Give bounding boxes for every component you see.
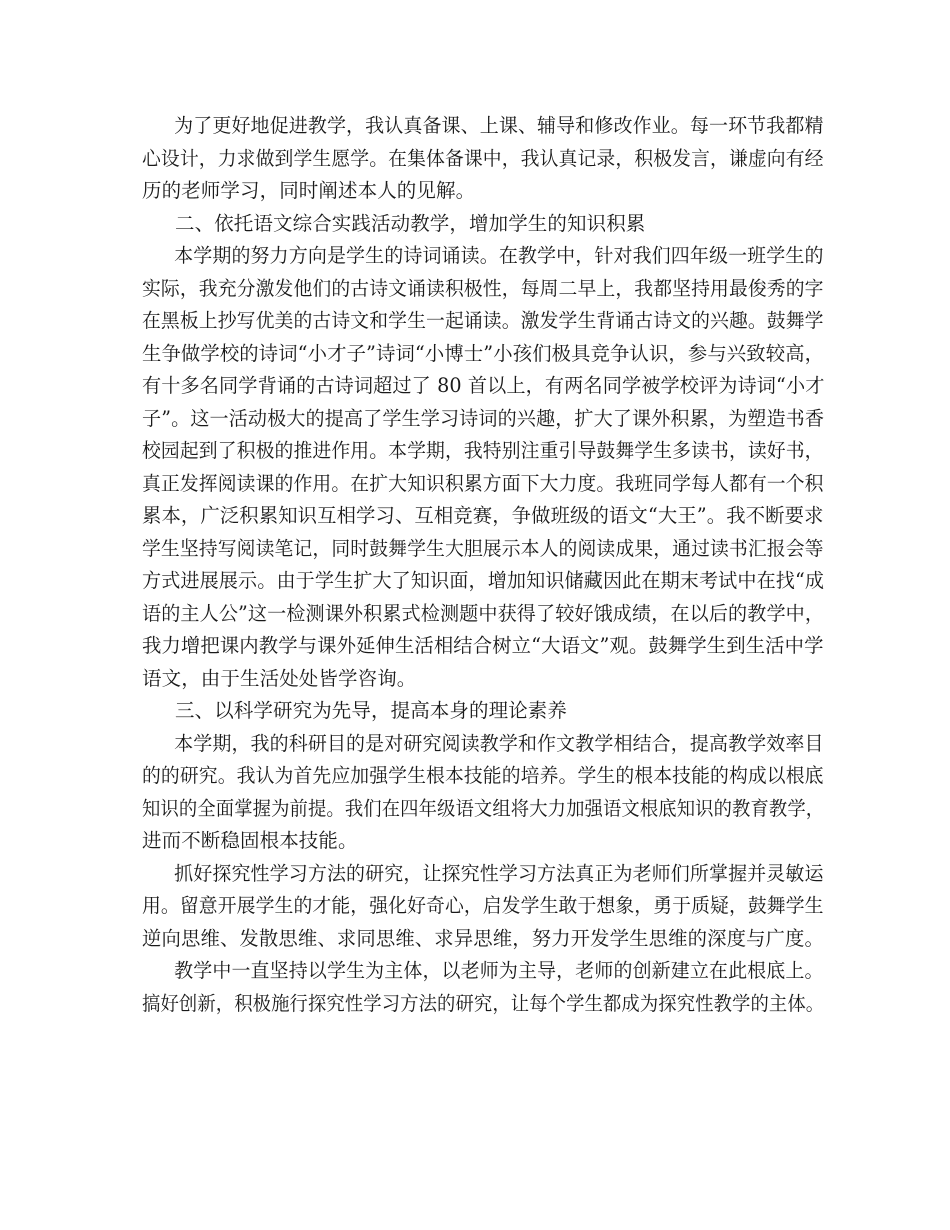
text-line: 进而不断稳固根本技能。 <box>142 829 358 852</box>
text-line: 方式进展展示。由于学生扩大了知识面，增加知识储藏因此在期末考试中在找“成 <box>142 569 825 592</box>
text-line: 在黑板上抄写优美的古诗文和学生一起诵读。激发学生背诵古诗文的兴趣。鼓舞学 <box>142 309 824 332</box>
text-line: 真正发挥阅读课的作用。在扩大知识积累方面下大力度。我班同学每人都有一个积 <box>142 471 824 495</box>
text-line: 抓好探究性学习方法的研究，让探究性学习方法真正为老师们所掌握并灵敏运 <box>174 861 824 885</box>
text-line: 累本，广泛积累知识互相学习、互相竞赛，争做班级的语文“大王”。我不断要求 <box>142 504 824 527</box>
text-line: 搞好创新，积极施行探究性学习方法的研究，让每个学生都成为探究性教学的主体。 <box>142 991 825 1015</box>
text-line: 学生坚持写阅读笔记，同时鼓舞学生大胆展示本人的阅读成果，通过读书汇报会等 <box>142 536 824 560</box>
text-line: 三、以科学研究为先导，提高本身的理论素养 <box>175 699 568 722</box>
document-page <box>142 110 825 1020</box>
text-line: 本学期，我的科研目的是对研究阅读教学和作文教学相结合，提高教学效率目 <box>174 731 824 755</box>
text-line: 实际，我充分激发他们的古诗文诵读积极性，每周二早上，我都坚持用最俊秀的字 <box>142 276 824 300</box>
text-line: 逆向思维、发散思维、求同思维、求异思维，努力开发学生思维的深度与广度。 <box>142 926 825 950</box>
text-line: 校园起到了积极的推进作用。本学期，我特别注重引导鼓舞学生多读书，读好书， <box>142 439 824 462</box>
text-line: 语的主人公”这一检测课外积累式检测题中获得了较好饿成绩，在以后的教学中， <box>142 601 825 625</box>
text-line: 我力增把课内教学与课外延伸生活相结合树立“大语文”观。鼓舞学生到生活中学 <box>142 634 824 657</box>
text-line: 为了更好地促进教学，我认真备课、上课、辅导和修改作业。每一环节我都精 <box>174 114 824 137</box>
text-line: 子”。这一活动极大的提高了学生学习诗词的兴趣，扩大了课外积累，为塑造书香 <box>142 406 825 430</box>
text-line: 二、依托语文综合实践活动教学，增加学生的知识积累 <box>175 211 646 235</box>
text-line: 知识的全面掌握为前提。我们在四年级语文组将大力加强语文根底知识的教育教学， <box>142 796 825 820</box>
text-line: 生争做学校的诗词“小才子”诗词“小博士”小孩们极具竞争认识，参与兴致较高， <box>142 341 825 365</box>
text-line: 有十多名同学背诵的古诗词超过了 80 首以上，有两名同学被学校评为诗词“小才 <box>142 374 825 397</box>
text-line: 语文，由于生活处处皆学咨询。 <box>142 666 417 690</box>
text-line: 教学中一直坚持以学生为主体，以老师为主导，老师的创新建立在此根底上。 <box>174 959 824 982</box>
text-line: 历的老师学习，同时阐述本人的见解。 <box>142 179 476 202</box>
text-line: 用。留意开展学生的才能，强化好奇心，启发学生敢于想象，勇于质疑，鼓舞学生 <box>142 894 824 917</box>
text-line: 心设计，力求做到学生愿学。在集体备课中，我认真记录，积极发言，谦虚向有经 <box>142 146 824 170</box>
text-line: 的的研究。我认为首先应加强学生根本技能的培养。学生的根本技能的构成以根底 <box>142 764 824 787</box>
text-line: 本学期的努力方向是学生的诗词诵读。在教学中，针对我们四年级一班学生的 <box>174 244 824 267</box>
